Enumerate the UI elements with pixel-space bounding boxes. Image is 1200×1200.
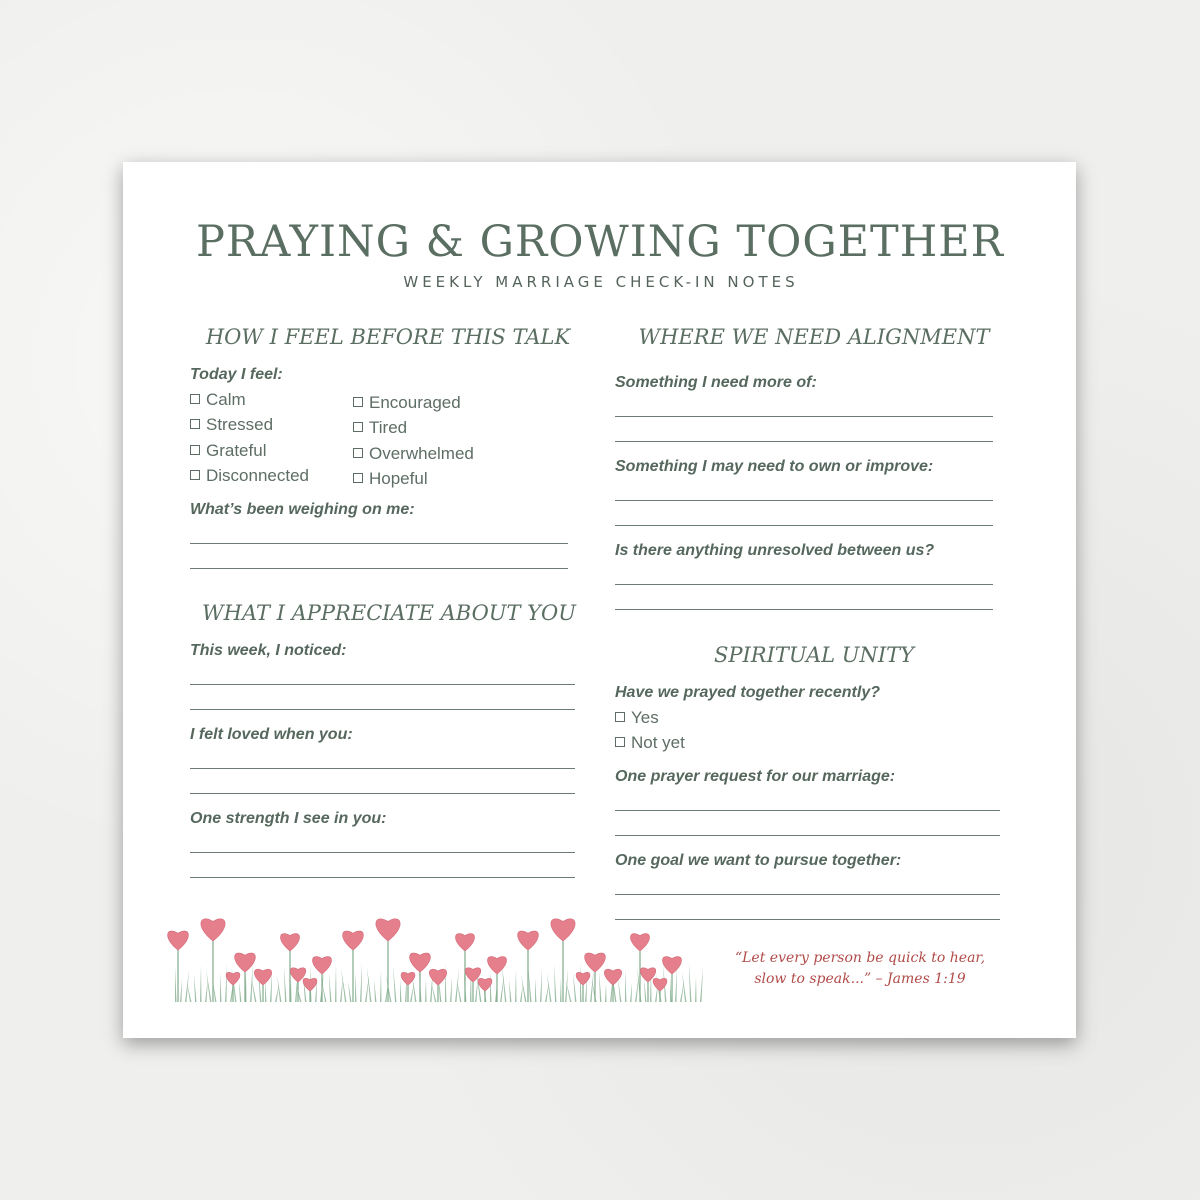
grass-blade (535, 978, 537, 1002)
heart-icon (226, 972, 240, 985)
checkbox-disconnected[interactable]: Disconnected (190, 466, 309, 486)
prompt-weighing: What’s been weighing on me: (190, 501, 415, 518)
grass-blade (374, 980, 377, 1002)
checkbox-icon (353, 397, 363, 407)
grass-blade (689, 963, 692, 1002)
heart-icon (401, 972, 415, 985)
grass-blade (220, 973, 222, 1002)
grass-blade (599, 971, 602, 1002)
grass-blade (670, 977, 672, 1002)
grass-blade (180, 979, 182, 1002)
prompt-prayer-request: One prayer request for our marriage: (615, 768, 896, 785)
heart-icon (280, 934, 299, 951)
write-line[interactable] (615, 584, 993, 585)
write-line[interactable] (615, 810, 1000, 811)
grass-blade (380, 971, 382, 1002)
grass-blade (605, 984, 607, 1002)
heart-icon (478, 978, 492, 991)
write-line[interactable] (615, 894, 1000, 895)
checkbox-calm[interactable]: Calm (190, 390, 246, 410)
grass-blade (560, 977, 562, 1002)
grass-blade (335, 964, 337, 1002)
checkbox-yes[interactable]: Yes (615, 708, 659, 728)
prompt-noticed: This week, I noticed: (190, 642, 347, 659)
grass-blade (509, 979, 512, 1002)
write-line[interactable] (190, 793, 575, 794)
grass-blade (644, 978, 647, 1002)
heart-icon (455, 934, 474, 951)
grass-blade (360, 963, 362, 1002)
page-title: PRAYING & GROWING TOGETHER (196, 217, 1004, 267)
checkbox-icon (615, 712, 625, 722)
grass-blade (322, 982, 327, 1002)
grass-blade (695, 976, 697, 1002)
grass-blade (194, 974, 197, 1002)
grass-blade (565, 968, 568, 1002)
write-line[interactable] (615, 441, 993, 442)
heart-icon (235, 953, 256, 972)
prompt-strength: One strength I see in you: (190, 810, 387, 827)
write-line[interactable] (190, 852, 575, 853)
grass-blade (185, 970, 189, 1002)
grass-blade (618, 979, 622, 1002)
checkbox-icon (190, 445, 200, 455)
heart-flowers-illustration (165, 905, 710, 1005)
grass-blade (457, 981, 462, 1002)
heart-icon (551, 919, 575, 941)
heart-icon (518, 931, 539, 950)
grass-blade (400, 979, 402, 1002)
grass-blade (455, 968, 459, 1002)
section-heading-feel: HOW I FEEL BEFORE THIS TALK (205, 325, 571, 349)
grass-blade (239, 981, 242, 1002)
grass-blade (682, 972, 687, 1002)
heart-icon (585, 953, 606, 972)
checkbox-not-yet[interactable]: Not yet (615, 733, 685, 753)
grass-blade (675, 968, 677, 1002)
checkbox-tired[interactable]: Tired (353, 418, 407, 438)
heart-icon (343, 931, 364, 950)
scripture-quote: “Let every person be quick to hear, slow to speak...” – James 1:19 (734, 950, 986, 987)
checkbox-hopeful[interactable]: Hopeful (353, 469, 428, 489)
checkbox-icon (190, 470, 200, 480)
grass-blade (225, 964, 227, 1002)
grass-blade (425, 978, 427, 1002)
write-line[interactable] (190, 877, 575, 878)
heart-icon (487, 957, 506, 974)
heart-icon (254, 969, 271, 985)
heart-icon (410, 953, 431, 972)
prompt-today-feel: Today I feel: (190, 366, 283, 383)
section-heading-appreciate: WHAT I APPRECIATE ABOUT YOU (202, 601, 576, 625)
write-line[interactable] (615, 609, 993, 610)
grass-blade (547, 973, 552, 1002)
section-heading-alignment: WHERE WE NEED ALIGNMENT (638, 325, 990, 349)
grass-blade (450, 977, 452, 1002)
heart-icon (303, 978, 317, 991)
checkbox-icon (353, 422, 363, 432)
checkbox-icon (353, 473, 363, 483)
checkbox-icon (615, 737, 625, 747)
grass-blade (700, 967, 703, 1002)
section-heading-spiritual: SPIRITUAL UNITY (713, 643, 915, 667)
grass-blade (250, 963, 253, 1002)
grass-blade (329, 973, 332, 1002)
checkbox-icon (353, 448, 363, 458)
prompt-prayed: Have we prayed together recently? (615, 684, 880, 701)
heart-icon (604, 969, 621, 985)
prompt-need-more: Something I need more of: (615, 374, 817, 391)
heart-icon (201, 919, 225, 941)
heart-icon (576, 972, 590, 985)
write-line[interactable] (190, 568, 568, 569)
grass-blade (284, 966, 287, 1002)
heart-icon (312, 957, 331, 974)
write-line[interactable] (615, 416, 993, 417)
grass-blade (520, 983, 523, 1002)
grass-blade (630, 983, 632, 1002)
prompt-loved: I felt loved when you: (190, 726, 353, 743)
grass-blade (341, 968, 347, 1002)
grass-blade (175, 966, 177, 1002)
checkbox-icon (190, 419, 200, 429)
checkbox-icon (190, 394, 200, 404)
write-line[interactable] (615, 525, 993, 526)
grass-blade (540, 969, 542, 1002)
prompt-improve: Something I may need to own or improve: (615, 458, 934, 475)
write-line[interactable] (190, 709, 575, 710)
grass-blade (590, 967, 594, 1002)
grass-blade (592, 980, 597, 1002)
grass-blade (277, 975, 282, 1002)
write-line[interactable] (190, 768, 575, 769)
write-line[interactable] (615, 500, 993, 501)
checkbox-grateful[interactable]: Grateful (190, 441, 266, 461)
grass-blade (490, 971, 492, 1002)
heart-icon (662, 957, 681, 974)
heart-icon (630, 934, 649, 951)
grass-blade (515, 970, 517, 1002)
heart-icon (376, 919, 400, 941)
checkbox-overwhelmed[interactable]: Overwhelmed (353, 444, 474, 464)
checkbox-stressed[interactable]: Stressed (190, 415, 273, 435)
grass-blade (348, 981, 352, 1002)
grass-blade (367, 967, 372, 1002)
prompt-unresolved: Is there anything unresolved between us? (615, 542, 935, 559)
page-subtitle: WEEKLY MARRIAGE CHECK-IN NOTES (403, 273, 799, 291)
grass-blade (200, 965, 202, 1002)
heart-icon (168, 931, 189, 950)
grass-blade (554, 964, 557, 1002)
write-line[interactable] (190, 684, 575, 685)
prompt-goal: One goal we want to pursue together: (615, 852, 902, 869)
write-line[interactable] (615, 835, 1000, 836)
grass-blade (355, 972, 357, 1002)
write-line[interactable] (190, 543, 568, 544)
grass-blade (206, 969, 212, 1002)
grass-blade (625, 970, 627, 1002)
grass-blade (393, 966, 397, 1002)
checkbox-encouraged[interactable]: Encouraged (353, 393, 461, 413)
